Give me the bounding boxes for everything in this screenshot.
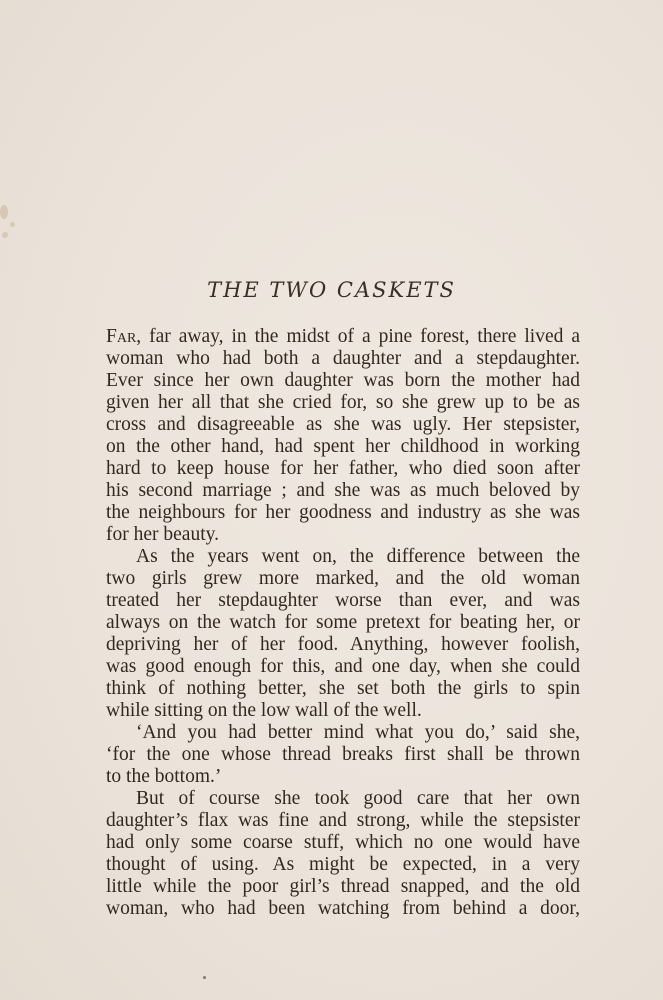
- paper-stain: [10, 222, 15, 227]
- text-line: the neighbours for her goodness and industry as she was: [106, 502, 580, 523]
- text-line: while sitting on the low wall of the well.: [106, 700, 422, 721]
- text-line: woman, who had been watching from behind a door,: [106, 898, 580, 919]
- drop-word: Far: [106, 326, 137, 347]
- text-line: ‘And you had better mind what you do,’ said she,: [136, 722, 580, 743]
- text-line: cross and disagreeable as she was ugly. Her stepsister,: [106, 414, 580, 435]
- text-line: on the other hand, had spent her childhood in working: [106, 436, 580, 457]
- text-line: always on the watch for some pretext for beating her, or: [106, 612, 580, 633]
- text-line: Far, far away, in the midst of a pine forest, there lived a: [106, 326, 580, 347]
- text-line: little while the poor girl’s thread snapped, and the old: [106, 876, 580, 897]
- text-line: depriving her of her food. Anything, however foolish,: [106, 634, 580, 655]
- text-line: had only some coarse stuff, which no one would have: [106, 832, 580, 853]
- text-line: hard to keep house for her father, who died soon after: [106, 458, 580, 479]
- text-line: Ever since her own daughter was born the mother had: [106, 370, 580, 391]
- chapter-title: THE TWO CASKETS: [207, 278, 456, 302]
- text-line: was good enough for this, and one day, when she could: [106, 656, 580, 677]
- text-line: As the years went on, the difference between the: [136, 546, 580, 567]
- text-line: his second marriage ; and she was as much beloved by: [106, 480, 580, 501]
- text-line: to the bottom.’: [106, 766, 222, 787]
- text-line: treated her stepdaughter worse than ever, and was: [106, 590, 580, 611]
- paper-stain: [2, 232, 8, 238]
- text-line: But of course she took good care that her own: [136, 788, 580, 809]
- text-line: given her all that she cried for, so she grew up to be as: [106, 392, 580, 413]
- text-line: woman who had both a daughter and a stepdaughter.: [106, 348, 580, 369]
- text-line: for her beauty.: [106, 524, 219, 545]
- text-line: thought of using. As might be expected, in a very: [106, 854, 580, 875]
- text-line: think of nothing better, she set both the girls to spin: [106, 678, 580, 699]
- text-line: daughter’s flax was fine and strong, while the stepsister: [106, 810, 580, 831]
- page-speck: [203, 976, 206, 979]
- paper-stain: [0, 205, 8, 219]
- text-line: two girls grew more marked, and the old woman: [106, 568, 580, 589]
- text-line: ‘for the one whose thread breaks first shall be thrown: [106, 744, 580, 765]
